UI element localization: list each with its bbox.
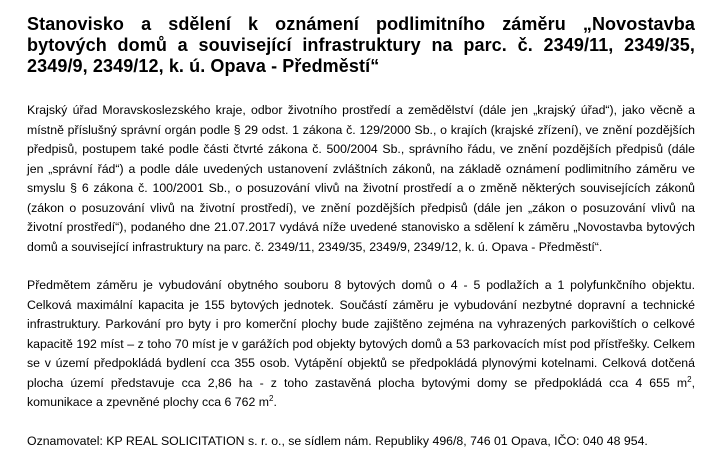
document-title: Stanovisko a sdělení k oznámení podlimitního záměru „Novostavba bytových domů a související infrastruktury na parc. č. 2349/11, 2349/35, 2349/9, 2349/12, k. ú. Opava - Předměstí“	[27, 14, 695, 76]
project-description-paragraph	[27, 276, 695, 413]
area-unit-superscript: 2	[687, 374, 692, 384]
area-unit-superscript-2: 2	[268, 393, 274, 403]
project-description-text-cont: , komunikace a zpevněné plochy cca 6 762 m	[27, 375, 695, 409]
document-body	[27, 14, 695, 451]
project-description-text: Předmětem záměru je vybudování obytného souboru 8 bytových domů o 4 - 5 podlažích a 1 polyfunkčního objektu. Celková maximální kapacita je 155 bytových jednotek. Součástí záměru je vybudování nezbytné dopravní a technické infrastruktury. Parkování pro byty i pro komerční plochy bude zajištěno zejména na vyhrazených parkovištích o celkové kapacitě 192 míst – z toho 70 míst je v garážích pod objekty bytových domů a 53 parkovacích míst pod přístřešky. Celkem se v území předpokládá bydlení cca 355 osob. Vytápění objektů se předpokládá plynovými kotelnami. Celková dotčená plocha území představuje cca 2,86 ha - z toho zastavěná plocha bytovými domy se předpokládá cca 4 655 m	[27, 278, 695, 390]
intro-paragraph: Krajský úřad Moravskoslezského kraje, odbor životního prostředí a zemědělství (dále jen „krajský úřad“), jako věcně a místně příslušný správní orgán podle § 29 odst. 1 zákona č. 129/2000 Sb., o krajích (krajské zřízení), ve znění pozdějších předpisů, postupem také podle části čtvrté zákona č. 500/2004 Sb., správního řádu, ve znění pozdějších předpisů (dále jen „správní řád“) a podle dále uvedených ustanovení zvláštních zákonů, na základě oznámení podlimitního záměru ve smyslu § 6 zákona č. 100/2001 Sb., o posuzování vlivů na životní prostředí a o změně některých souvisejících zákonů (zákon o posuzování vlivů na životní prostředí), ve znění pozdějších předpisů (dále jen „zákon o posuzování vlivů na životní prostředí“), podaného dne 21.07.2017 vydává níže uvedené stanovisko a sdělení k záměru „Novostavba bytových domů a související infrastruktury na parc. č. 2349/11, 2349/35, 2349/9, 2349/12, k. ú. Opava - Předměstí“.	[27, 103, 695, 254]
project-description-end: .	[273, 395, 277, 409]
notifier-paragraph: Oznamovatel: KP REAL SOLICITATION s. r. o., se sídlem nám. Republiky 496/8, 746 01 Opava, IČO: 040 48 954.	[27, 433, 648, 448]
